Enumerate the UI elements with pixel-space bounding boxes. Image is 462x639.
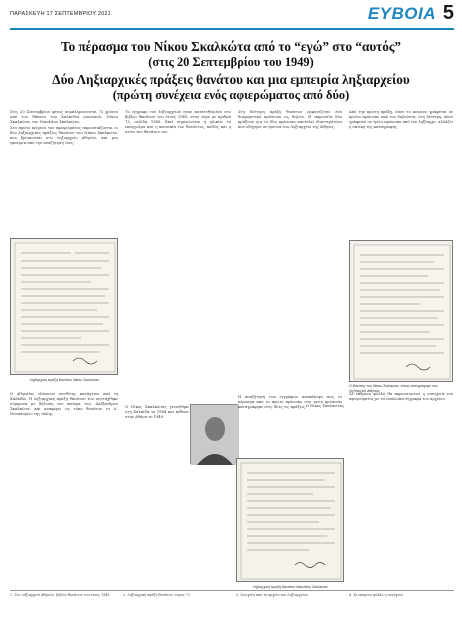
masthead-rule [10, 28, 454, 30]
caption-doc-2: Ο θάνατος του Νίκου Σκαλκώτα, όπως καταγράφηκε στο Ληξιαρχείο Αθηνών [349, 384, 438, 393]
death-certificate-scan-2 [349, 240, 453, 382]
headline-subtitle: Δύο Ληξιαρχικές πράξεις θανάτου και μια εμπειρία ληξιαρχείου [52, 72, 410, 87]
document-image [237, 459, 345, 583]
caption-doc-1: Ληξιαρχική πράξη θανάτου Νίκου Σκαλκώτα [29, 378, 99, 382]
article-paragraph: Στη δεύτερη πράξη θανάτου εμφανίζεται ένα διαφορετικό πρόσωπο ως δηλών. Η παρουσία δύο πράξεων για το ίδιο πρόσωπο αποτελεί ιδιαιτερότητα που οδήγησε σε έρευνα στο Ληξιαρχείο της Αθήνας. [238, 110, 342, 130]
article-paragraph: Η αναζήτηση των εγγράφων αποκάλυψε πως το πέρασμα από το πρώτο πρόσωπο στο τρίτο πρόσωπο καταγράφηκε στις ίδιες τις πράξεις. [238, 395, 342, 410]
article-column-4-lower [349, 392, 453, 403]
caption-doc-3: Ληξιαρχική πράξη θανάτου Νικολάου Σκαλκώτα [252, 585, 328, 589]
article-column-2 [125, 110, 231, 136]
document-image [11, 239, 119, 376]
composer-portrait [190, 404, 238, 464]
article-paragraph: Από την πρώτη πράξη, όπου το κείμενο γράφεται σε πρώτο πρόσωπο από τον δηλούντα, στη δεύτερη, όπου γράφεται σε τρίτο πρόσωπο από τον ληξίαρχο, αλλάζει η οπτική της καταγραφής. [349, 110, 453, 130]
article-column-1-lower [10, 392, 118, 418]
portrait-image [191, 405, 239, 465]
issue-date: ΠΑΡΑΣΚΕΥΗ 17 ΣΕΠΤΕΜΒΡΙΟΥ 2021 [10, 11, 111, 17]
article-paragraph: Το έγγραφο του ληξιαρχείου ήταν κατατεθειμένο στο βιβλίο θανάτων του έτους 1949, στον τόμο με αριθμό 73, σελίδα 1949. Εκεί σημειώνεται η ηλικία, το επάγγελμα και η κατοικία του θανόντος, καθώς και η αιτία του θανάτου του. [125, 110, 231, 135]
article-column-4 [349, 110, 453, 131]
headline-series-note: (πρώτη συνέχεια ενός αφιερώματος από δύο) [112, 88, 350, 102]
article-paragraph: Σε επόμενο φύλλο θα παρουσιαστεί η συνέχεια του αφιερώματος με τα υπόλοιπα έγγραφα του αρχείου. [349, 392, 453, 402]
article-paragraph: Στο πρώτο κείμενο του αφιερώματος παρουσιάζονται οι δύο ληξιαρχικές πράξεις θανάτου του Νίκου Σκαλκώτα, που βρίσκονται στο Ληξιαρχείο Αθηνών, και μια εμπειρία από την αναζήτησή τους. [10, 126, 118, 146]
document-image [350, 241, 454, 383]
article-column-3 [238, 110, 342, 131]
article-column-1 [10, 110, 118, 147]
page-number: 5 [442, 2, 454, 24]
death-certificate-scan-1 [10, 238, 118, 375]
footnote: 3. Στοιχεία από το αρχείο του Ληξιαρχείου. [236, 593, 309, 597]
headline-title: Το πέρασμα του Νίκου Σκαλκώτα από το “εγώ” στο “αυτός” [60, 39, 402, 54]
death-certificate-scan-3 [236, 458, 344, 582]
article-paragraph: Ο Αθηναίος ελάσσων συνθέτης κατάγεται από τη Χαλκίδα. Η ληξιαρχική πράξη θανάτου του συντάχθηκε σύμφωνα με δήλωση του πατέρα του, Αλέξανδρου Σκαλκώτα, και αναφέρει ως τόπο θανάτου το Α΄ Νοσοκομείο της πόλης. [10, 392, 118, 417]
portrait-caption: Ο Νίκος Σκαλκώτας [305, 404, 344, 408]
footnote: 1. Στο Ληξιαρχείο Αθηνών, βιβλίο θανάτων του έτους 1949. [10, 593, 111, 597]
newspaper-name: ΕΥΒΟΙΑ [367, 4, 436, 23]
article-paragraph: Στις 20 Σεπτεμβρίου φέτος συμπληρώνονται 72 χρόνια από τον θάνατο του Χαλκιδέα μουσικού, Νίκου Σκαλκώτα, του Νικολάου Σκαλκώτα. [10, 110, 118, 125]
article-column-2-lower [125, 405, 189, 421]
headline-date: (στις 20 Σεπτεμβρίου του 1949) [148, 55, 314, 69]
masthead [10, 4, 454, 34]
footnotes [10, 590, 454, 635]
footnote: 2. Ληξιαρχική πράξη θανάτου, τόμος 73. [123, 593, 191, 597]
article-paragraph: Ο Νίκος Σκαλκώτας γεννήθηκε στη Χαλκίδα το 1904 και πέθανε στην Αθήνα το 1949. [125, 405, 189, 420]
footnote: 4. Σε επόμενο φύλλο η συνέχεια. [349, 593, 404, 597]
headline [8, 39, 454, 102]
